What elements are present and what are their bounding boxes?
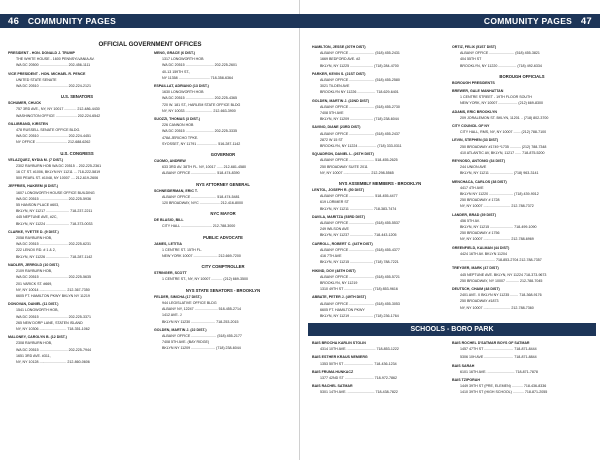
entry-line: UNITED STATE SENATE: [16, 77, 57, 82]
entry-name: GREENFIELD, KALMAN (44 DIST): [452, 245, 510, 250]
schools-heading: SCHOOLS - BORO PARK: [308, 323, 596, 336]
entry-line: BKLYN NY 11230 ........................ 718-253-2015: [162, 319, 239, 324]
school-line: 1377 42ND ST ............................. 718-972-7862: [320, 376, 398, 381]
section-heading: NYS STATE SENATORS - BROOKLYN: [185, 287, 261, 293]
schools-col-1: [312, 340, 448, 398]
entry-name: FELDER, SIMCHA (17 DIST.): [154, 294, 202, 299]
entry-line: ALBANY OFFICE ......................... (518) 455-2580: [320, 78, 400, 83]
entry-line: 16 CT ST. #1006, BKLYN NY 11211 ... 718-222-5819: [16, 170, 101, 175]
directory-entry: [452, 109, 592, 121]
section-title: OFFICIAL GOVERNMENT OFFICES: [98, 41, 202, 48]
entry-name: HIKIND, DOV (48TH DIST): [312, 268, 356, 273]
school-name: BAIS BROCHA KARLIN STOLIN: [312, 341, 366, 345]
entry-name: JEFFRIES, HAKEEM (8 DIST.): [8, 184, 58, 189]
directory-entry: [312, 44, 448, 69]
directory-entry: [8, 71, 146, 90]
right-col-2-list: [452, 44, 592, 311]
entry-line: 720 W. 181 ST., HARLEM STATE OFFICE BLDG: [162, 102, 241, 107]
entry-name: CARROLL, ROBERT C. (44TH DIST): [312, 241, 373, 246]
entry-line: WA DC 20515 ............................ 202-225-3335: [162, 129, 237, 134]
entry-line: NY, NY 10007 ........................... 212-298-5565: [320, 170, 394, 175]
entry-name: STRINGER, SCOTT: [154, 271, 187, 276]
entry-line: 250 BROADWAY #1749 *1735 ........... (212) 788-7348: [460, 144, 547, 149]
left-col-1-list: [8, 50, 146, 365]
entry-name: LANDER, BRAD (39 DIST): [452, 212, 496, 217]
entry-line: 2872 W 15 ST: [320, 137, 343, 142]
entry-line: ALBANY OFFICE ......................... (518) 455-2730: [320, 104, 400, 109]
school-line: 4314 10TH AVE. ............................ 718-853-1222: [320, 347, 399, 352]
entry-line: 201 VARICK ST. #669,: [16, 281, 53, 286]
entry-line: 3021 TILDEN AVE: [320, 84, 350, 89]
school-entry: [452, 377, 592, 396]
entry-line: BKLYN, NY 11217 ....................... 718-237-2211: [16, 209, 93, 214]
entry-name: LENTOL, JOSEPH R. (50 DIST): [312, 188, 365, 193]
entry-line: 478A JERICHO TPKE.: [162, 135, 199, 140]
page-header-title: COMMUNITY PAGES: [483, 16, 573, 26]
entry-line: BROOKLYN, NY 11219: [320, 280, 358, 285]
school-entry: [452, 354, 592, 360]
entry-line: 456 5TH AV.: [460, 218, 480, 223]
entry-line: BKLYN, NY 11224 ....................... 718-373-0033: [16, 221, 93, 226]
entry-line: 478 RUSSELL SENATE OFFICE BLDG.: [16, 128, 81, 133]
entry-line: BROOKLYN NY 11226 .................. 718-629-6401: [320, 90, 399, 95]
entry-line: 4417 4TH AVE: [460, 185, 484, 190]
entry-line: ALBANY OFFICE ......................... 518-455-2625: [320, 158, 398, 163]
entry-name: GOLDEN, MARTIN J. (22 DIST.): [154, 327, 207, 332]
schools-col-2: [452, 340, 592, 398]
entry-line: WA DC 20515 ............................ 202-225-4365: [162, 96, 237, 101]
entry-name: SCHNEIDERMAN, ERIC T.: [154, 188, 198, 193]
entry-line: 265 NEW DORP LANE, STATEN ISLAND: [16, 320, 83, 325]
entry-line: BKLYN NY 11209 ........................ (718) 238-6044: [162, 346, 241, 351]
entry-line: NY, NY 10007 ........................... 212-788-6969: [460, 237, 534, 242]
entry-line: BKLYN, NY 11211 ....................... (718) 963-3141: [460, 171, 539, 176]
directory-entry: [8, 100, 146, 119]
right-page-header: [300, 14, 600, 28]
directory-entry: [154, 50, 292, 81]
entry-line: 244 UNION AVE: [460, 165, 487, 170]
entry-name: REYNOSO, ANTONIO (34 DIST): [452, 159, 505, 164]
directory-entry: [452, 80, 592, 86]
entry-line: NEW YORK 10007 ........................ 212-669-7200: [162, 254, 241, 259]
entry-name: CLARKE, YVETTE D. (9 DIST.): [8, 229, 59, 234]
directory-entry: [8, 301, 146, 332]
entry-line: 250 BROADWAY # 1728: [460, 198, 500, 203]
directory-entry: [452, 158, 592, 177]
entry-line: 250 BROADWAY SUITE 2011: [320, 164, 368, 169]
page-number: 47: [580, 16, 592, 27]
directory-entry: [8, 121, 146, 146]
entry-name: LEVIN, STEPHEN (33 DIST): [452, 138, 499, 143]
school-line: 6101 16TH AVE. ........................... 718-871-7878: [460, 369, 538, 374]
entry-line: 2308 RAYBURN HOB,: [16, 341, 53, 346]
school-entry: [452, 340, 592, 352]
entry-line: WA DC 20515 ............................ 202-225-5936: [16, 196, 91, 201]
entry-line: ALBANY OFFICE ......................... (518) 455-3821: [460, 51, 540, 56]
directory-entry: [154, 217, 292, 229]
entry-line: 1412 AVE. J: [162, 313, 182, 318]
school-line: 5301 14TH AVE. ........................... 718-438-7822: [320, 390, 398, 395]
entry-name: DE BLASIO, BILL: [154, 218, 184, 223]
entry-name: DEUTSCH, CHAIM (48 DIST): [452, 286, 500, 291]
directory-entry: [452, 123, 592, 135]
entry-line: 6605 FT. HAMILTON PKWY: [320, 307, 365, 312]
school-entry: [312, 369, 448, 381]
entry-line: 226 CANNON HOB: [162, 123, 194, 128]
school-name: BAIS TZIPORAH: [452, 378, 480, 383]
entry-name: ORTIZ, FELIX (51ST DIST): [452, 45, 497, 49]
entry-line: WA DC 20515 ............................ 202-225-6231: [16, 242, 91, 247]
entry-name: MALONEY, CAROLYN B. (12 DIST.): [8, 335, 67, 340]
entry-line: WA DC 20515 ............................ 202-225-2601: [162, 63, 237, 68]
section-heading: NYC MAYOR: [210, 211, 236, 217]
section-heading: U.S. SENATORS: [60, 94, 94, 100]
entry-line: BROOKLYN, NY 11220 .................. (718) 492-6334: [460, 63, 542, 68]
entry-line: ALBANY OFFICE ......................... (518) 455-2437: [320, 131, 400, 136]
directory-entry: [8, 262, 146, 299]
entry-line: 1 CENTRE ST., NY, NY 10007 ........... (212) 669-3500: [162, 277, 248, 282]
directory-entry: [312, 187, 448, 212]
entry-name: ABBATE, PETER J. (49TH DIST): [312, 295, 367, 300]
entry-line: 1607 LONGWORTH HOUSE OFFICE BUILDING: [16, 190, 95, 195]
school-entry: [452, 363, 592, 375]
entry-line: 1541 LONGWORTH HOB,: [16, 308, 59, 313]
left-page-header: [0, 14, 300, 28]
page-header-title: COMMUNITY PAGES: [27, 16, 117, 26]
entry-line: NY, NY 10007 ........................... 212-788-7372: [460, 204, 534, 209]
entry-line: ALBANY OFFICE ......................... (518) 455-4377: [320, 247, 400, 252]
entry-name: SAVINO, DIANE (23RD DIST): [312, 125, 361, 130]
entry-line: 445 NEPTUNE AVE, #2C,: [16, 215, 58, 220]
entry-line: ALBANY OFFICE ......................... (518) 455-5537: [320, 221, 400, 226]
entry-line: NY, NY 10033 ........................... 212-663-3900: [162, 108, 236, 113]
school-line: 1410 39TH ST (HIGH SCHOOL) ........... 718-871-2055: [460, 390, 548, 395]
entry-line: 2109 RAYBURN HOB,: [16, 269, 53, 274]
entry-line: BKLYN, NY 11215 ....................... (718) 788-7221: [320, 260, 399, 265]
entry-line: 1317 LONGWORTH HOB: [162, 57, 204, 62]
right-page: [300, 0, 600, 460]
entry-line: 250 BROADWAY # 1756: [460, 231, 500, 236]
entry-line: 1 CENTRE ST. 15TH FL.: [162, 247, 202, 252]
entry-name: ESPAILLAT, ADRIANO (13 DIST.): [154, 84, 209, 89]
directory-entry: [8, 183, 146, 226]
entry-line: 7408 5TH AVE. (BAY RIDGE): [162, 340, 210, 345]
directory-entry: [8, 50, 146, 69]
directory-entry: [154, 158, 292, 177]
entry-line: BKLYN, NY 11211 ....................... 718-383-7474: [320, 206, 397, 211]
entry-line: THE WHITE HOUSE - 1600 PENNSYLVANIA AV.: [16, 57, 95, 62]
entry-line: SYOSSET, NY 11791 .................... 516-287-1142: [162, 141, 241, 146]
school-entry: [312, 383, 448, 395]
directory-entry: [8, 334, 146, 365]
entry-line: ALBANY OFFICE ......................... (518) 455-3053: [320, 301, 400, 306]
directory-entry: [452, 212, 592, 243]
school-entry: [312, 340, 448, 352]
entry-name: PARKER, KEVIN S. (21ST DIST): [312, 71, 366, 76]
entry-name: CITY COUNCIL OF NY: [452, 124, 490, 129]
entry-name: NADLER, JERROLD (10 DIST.): [8, 262, 60, 267]
entry-line: NY 11358 ............................... 718-358-6364: [162, 75, 233, 80]
entry-line: 6605 FT. HAMILTON PKWY BKLYN NY 11219: [16, 293, 90, 298]
entry-line: BKLYN, NY 11219 ....................... (718) 236-1764: [320, 313, 399, 318]
directory-entry: [312, 151, 448, 176]
entry-line: 55 HANSON PLACE #603,: [16, 203, 60, 208]
entry-name: BOROUGH PRESIDENTS: [452, 80, 495, 85]
school-line: 1353 50TH ST ............................. 718-436-1234: [320, 361, 397, 366]
entry-line: 757 3RD AVE., NY, NY 10017 ............ 212-486-4430: [16, 107, 100, 112]
school-name: BAIS FRUMA HUNKACZ: [312, 369, 354, 374]
school-line: 1457 47TH ST ............................. 718-871-8444: [460, 347, 537, 352]
entry-line: 944 LEGISLATIVE OFFICE BLDG: [162, 300, 217, 305]
entry-line: 40-13 159TH ST.,: [162, 69, 191, 74]
entry-name: MENCHACA, CARLOS (38 DIST): [452, 179, 507, 184]
directory-entry: [312, 98, 448, 123]
entry-line: 209 JORALEMON ST. BKLYN, 11201 .. (718) 802-3700: [460, 115, 549, 120]
entry-line: 2058 RAYBURN HOB,: [16, 236, 53, 241]
directory-entry: [312, 241, 448, 266]
school-name: BAIS ESTHER KRAUS NEMIERG: [312, 355, 368, 360]
entry-line: ALBANY OFFICE ......................... (518) 455-2177: [162, 333, 242, 338]
entry-name: PRESIDENT - HON. DONALD J. TRUMP: [8, 51, 75, 55]
directory-entry: [154, 241, 292, 260]
directory-entry: [452, 137, 592, 156]
directory-entry: [154, 327, 292, 352]
entry-line: BKLYN, NY 11226 ....................... 718-287-1142: [16, 254, 93, 259]
entry-line: 1630 LONGWORTH HOB: [162, 90, 204, 95]
entry-line: ALBANY OFFICE ......................... (518) 455-5721: [320, 274, 400, 279]
entry-name: JAMES, LETITIA: [154, 241, 182, 246]
school-name: BAIS ROCHEL D'SATMAR BOYS OF SATMAR: [452, 341, 530, 345]
entry-name: VICE PRESIDENT - HON. MICHAEL R. PENCE: [8, 71, 86, 76]
entry-line: ................................... 718-853-2704 212-788-7357: [460, 258, 542, 263]
entry-line: BKLYN, NY 11225 ....................... (718) 284-4700: [320, 63, 399, 68]
entry-name: ADAMS, ERIC BROOKLYN: [452, 109, 497, 114]
entry-name: GOLDEN, MARTIN J. (22ND DIST): [312, 98, 370, 103]
entry-line: NY, NY 10007 ........................... 212-788-7360: [460, 305, 534, 310]
right-col-2: [452, 44, 592, 313]
directory-entry: [312, 71, 448, 96]
entry-line: ALBANY NY, 12247 ....................... 518-455-2714: [162, 307, 241, 312]
entry-line: NY, NY 10306 ........................... 718-351-1062: [16, 326, 90, 331]
entry-line: 250 BROADWAY #1873: [460, 299, 499, 304]
right-col-1: [312, 44, 448, 321]
directory-entry: [312, 294, 448, 319]
school-name: BAIS SARAH: [452, 363, 475, 368]
entry-line: 222 LENOX RD. # 1 & 2,: [16, 248, 56, 253]
entry-name: DONOVAN, DANIEL (11 DIST.): [8, 302, 59, 307]
entry-line: 120 BROADWAY, NYC .................... 212-416-8000: [162, 201, 244, 206]
entry-name: BREWER, GALE MANHATTAN: [452, 89, 504, 94]
directory-entry: [154, 83, 292, 114]
entry-line: 619 LORIMER ST: [320, 200, 349, 205]
entry-line: BROOKLYN, NY 11224 .................. (718) 333-0311: [320, 144, 402, 149]
entry-name: VELAZQUEZ, NYDIA M. (7 DIST.): [8, 157, 63, 162]
entry-line: BKLYN NY 11220 ........................ (718) 439-9012: [460, 192, 539, 197]
section-heading: NYS ASSEMBLY MEMBERS - BROOKLYN: [338, 181, 422, 187]
entry-line: WA DC 20510 ............................ 202-224-4451: [16, 134, 91, 139]
directory-entry: [154, 294, 292, 325]
entry-line: ALBANY OFFICE ......................... 518-474-8390: [162, 171, 240, 176]
entry-line: 7408 5TH AVE: [320, 111, 344, 116]
entry-line: 410 ATLANTIC AV, BKLYN, 11217 ...... 718-875-5200: [460, 150, 545, 155]
entry-line: 1651 3RD AVE. #311,: [16, 353, 51, 358]
entry-line: WA DC 20515 ............................ 202-225-7944: [16, 347, 91, 352]
entry-name: CUOMO, ANDREW: [154, 159, 186, 164]
entry-name: TREYGER, MARK (47 DIST): [452, 266, 499, 271]
entry-line: ALBANY OFFICE ......................... 518-455-4477: [320, 194, 398, 199]
entry-line: WA DC 20515 ............................ 202-225-3371: [16, 314, 91, 319]
entry-name: SCHUMER, CHUCK: [8, 101, 42, 106]
school-line: 1449 39TH ST (PRE, ELEMEN) ........... 718-436-8336: [460, 384, 547, 389]
entry-line: 416 7TH AVE: [320, 254, 342, 259]
entry-line: 1 CENTRE STREET - 19TH FLOOR SOUTH: [460, 95, 532, 100]
directory-entry: [312, 124, 448, 149]
section-heading: NYS ATTORNEY GENERAL: [196, 181, 250, 187]
section-heading: GOVERNOR: [210, 152, 236, 158]
directory-entry: [154, 116, 292, 147]
entry-line: 633 3RD AV. 38TH FL. NY, 10017 ...... 212-681-4580: [162, 165, 247, 170]
directory-entry: [154, 188, 292, 207]
directory-entry: [452, 88, 592, 107]
entry-line: NY, NY 10014 ........................... 212-367-7350: [16, 287, 90, 292]
entry-line: ALBANY OFFICE ......................... (518) 455-2431: [320, 51, 400, 56]
entry-line: 404 55TH ST: [460, 57, 482, 62]
right-col-1-list: [312, 44, 448, 319]
directory-entry: [154, 270, 292, 282]
school-name: BAIS RACHEL SATMAR: [312, 384, 353, 389]
entry-line: 2302 RAYBURN HOB WA DC 20515 .. 202-225-2361: [16, 163, 102, 168]
section-heading: BOROUGH OFFICIALS: [499, 73, 545, 79]
directory-entry: [312, 214, 448, 239]
directory-entry: [8, 229, 146, 260]
entry-line: WA DC 20515 ............................ 202-225-5635: [16, 275, 91, 280]
entry-name: DAVILA, MARITZA (53RD DIST): [312, 214, 365, 219]
entry-line: 250 BROADWAY, NY 10007 ............. 212-788-7045: [460, 278, 543, 283]
directory-entry: [452, 44, 592, 69]
entry-name: SQUADRON, DANIEL L. (26TH DIST): [312, 152, 374, 157]
entry-line: BKLYN, NY 11209 ....................... (718) 238-6044: [320, 117, 399, 122]
entry-line: NY OFFICE ............................... 212-688-6262: [16, 140, 91, 145]
section-heading: U.S. CONGRESS: [60, 150, 94, 156]
left-col-2-list: [154, 50, 292, 352]
schools-col-2-list: [452, 340, 592, 396]
entry-line: 249 WILSON AVE: [320, 227, 349, 232]
page-number: 46: [8, 16, 20, 27]
section-heading: PUBLIC ADVOCATE: [203, 234, 243, 240]
directory-entry: [452, 265, 592, 284]
directory-entry: [312, 268, 448, 293]
entry-line: 445 NEPTUNE AVE. BKLYN, NY 11224 718-373-9673: [460, 272, 547, 277]
entry-line: WA DC 20510 ............................ 202-224-2121: [16, 84, 91, 89]
entry-line: 1669 BEDFORD AVE. #2: [320, 57, 361, 62]
entry-line: ALBANY OFFICE ......................... 518-474-5481: [162, 194, 240, 199]
directory-entry: [452, 245, 592, 264]
entry-line: CITY HALL, RMS, NY, NY 10007 ....... (212) 788-7100: [460, 130, 547, 135]
entry-line: BKLYN, NY 11215 ....................... 718-499-1090: [460, 225, 537, 230]
entry-name: HAMILTON, JESSE (20TH DIST): [312, 45, 366, 49]
entry-name: MENG, GRACE (6 DIST.): [154, 51, 195, 55]
entry-name: SUOZZI, THOMAS (3 DIST.): [154, 117, 200, 122]
school-line: 5306 10H AVE ............................. 718-871-8844: [460, 355, 537, 360]
entry-line: 500 PEARL ST. #1048, NY 10007 .... 212-619-2606: [16, 176, 99, 181]
directory-entry: [452, 179, 592, 210]
entry-line: CITY HALL ............................... 212-788-3000: [162, 224, 236, 229]
schools-col-1-list: [312, 340, 448, 396]
entry-line: NY, NY 10128 ........................... 212-860-0606: [16, 359, 90, 364]
school-entry: [312, 354, 448, 366]
entry-line: 4424 16TH AV. BKLYN 11204: [460, 251, 508, 256]
left-col-2: [154, 50, 292, 354]
section-heading: CITY COMPTROLLER: [201, 264, 245, 270]
directory-entry: [8, 157, 146, 182]
entry-line: 2401 AVE. X BKLYN NY 11235 ........ 718-368-9176: [460, 293, 542, 298]
entry-line: WA DC 20500 ............................ 202-456-1111: [16, 63, 91, 68]
entry-line: BKLYN, NY 11237 ....................... 718-443-1205: [320, 233, 397, 238]
entry-name: GILLIBRAND, KIRSTEN: [8, 121, 48, 126]
entry-line: NEW YORK, NY 10007 ................... (212) 669-8300: [460, 101, 543, 106]
directory-entry: [452, 286, 592, 311]
entry-line: 1310 49TH ST ............................ (718) 853-9616: [320, 287, 398, 292]
entry-line: WASHINGTON OFFICE ..................... 202-224-6542: [16, 113, 101, 118]
